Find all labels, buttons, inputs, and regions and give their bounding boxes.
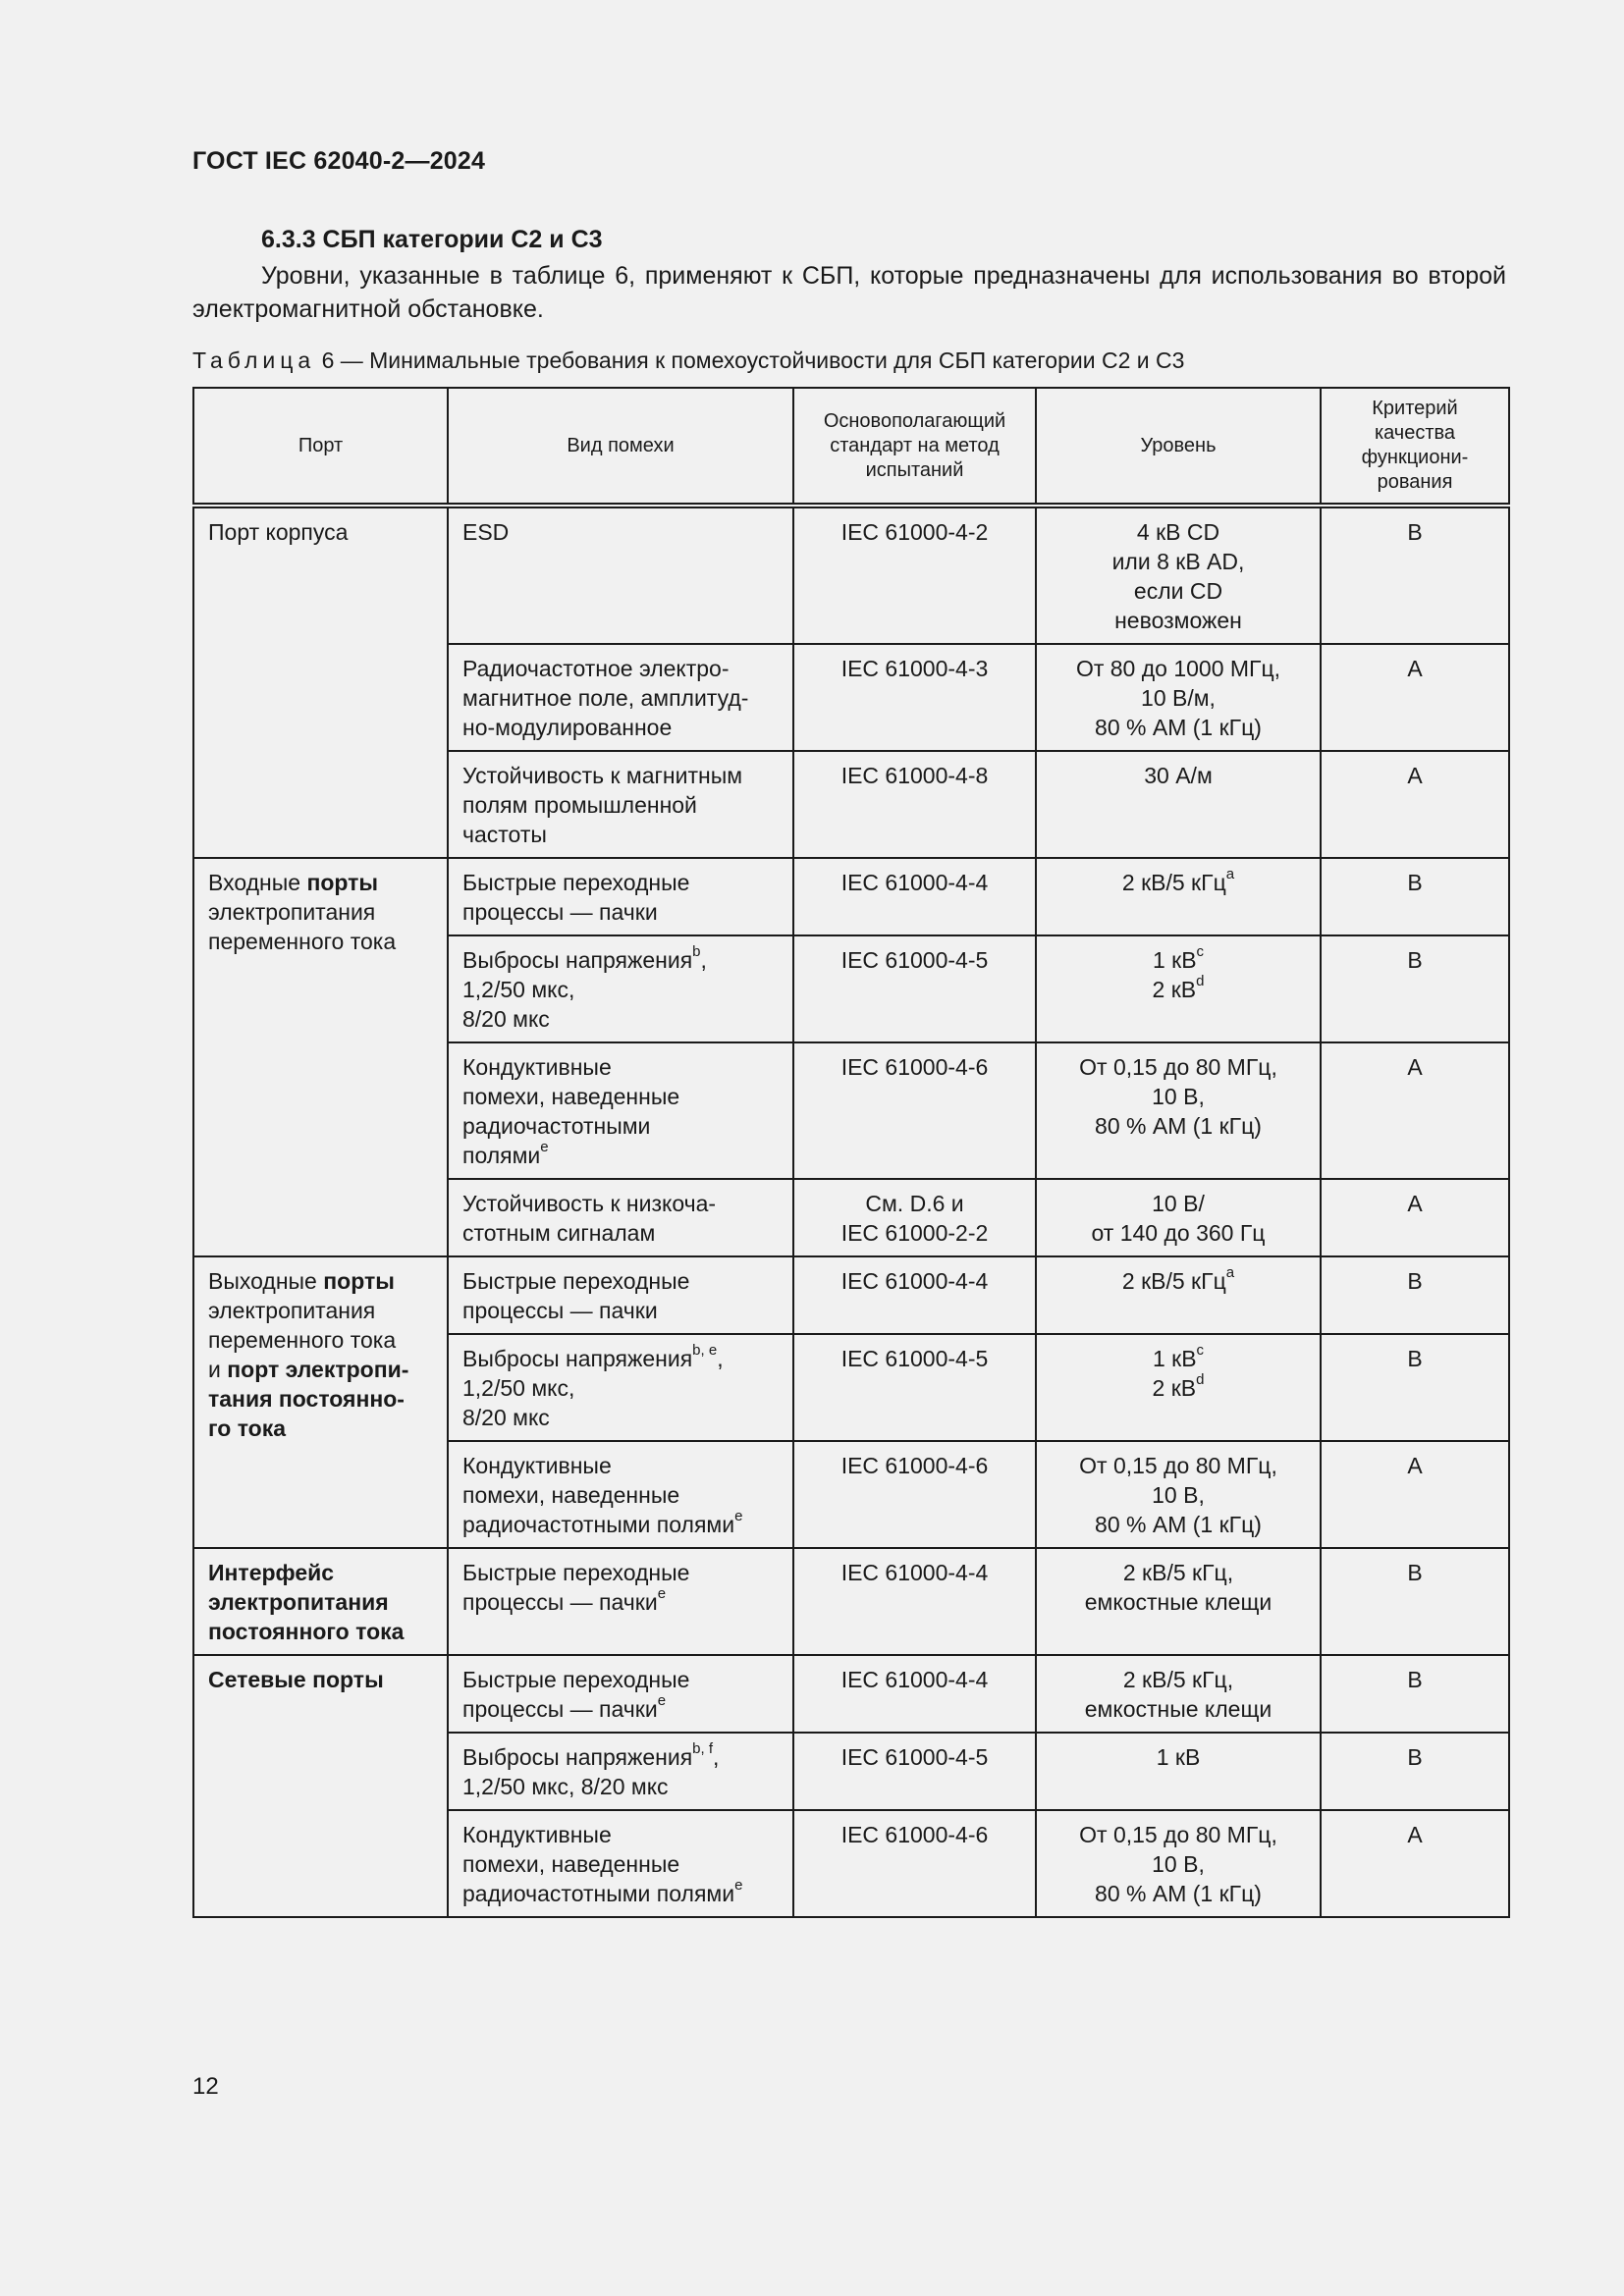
header-standard: Основополагающий стандарт на метод испытаний xyxy=(793,388,1036,506)
standard-cell: IEC 61000-4-5 xyxy=(793,935,1036,1042)
level-cell: 2 кВ/5 кГц, емкостные клещи xyxy=(1036,1548,1321,1655)
standard-cell: IEC 61000-4-5 xyxy=(793,1733,1036,1810)
phenomenon-text: Выбросы напряжения xyxy=(462,1744,693,1770)
port-text-bold: порты xyxy=(306,870,379,895)
table-caption-label: Таблица xyxy=(192,347,316,373)
level-cell: 10 В/ от 140 до 360 Гц xyxy=(1036,1179,1321,1256)
phenomenon-cell xyxy=(448,1655,793,1733)
standard-cell: IEC 61000-4-4 xyxy=(793,1256,1036,1334)
footnote-ref: e xyxy=(657,1692,667,1709)
footnote-ref: a xyxy=(1225,866,1235,882)
footnote-ref: b xyxy=(692,943,701,960)
level-text: 2 кВ xyxy=(1152,1375,1197,1401)
intro-paragraph: Уровни, указанные в таблице 6, применяют к СБП, которые предназначены для использования во второй электромагнитной обстановке. xyxy=(192,262,1506,323)
footnote-ref: e xyxy=(734,1877,743,1894)
phenomenon-text: Выбросы напряжения xyxy=(462,1346,693,1371)
phenomenon-text: , 1,2/50 мкс, 8/20 мкс xyxy=(462,1744,720,1799)
criterion-cell: B xyxy=(1321,858,1509,935)
table-row xyxy=(193,1256,1509,1334)
phenomenon-cell: Быстрые переходные процессы — пачки xyxy=(448,858,793,935)
criterion-cell: A xyxy=(1321,751,1509,858)
phenomenon-cell: Радиочастотное электро- магнитное поле, амплитуд- но-модулированное xyxy=(448,644,793,751)
level-cell: От 0,15 до 80 МГц, 10 В, 80 % АМ (1 кГц) xyxy=(1036,1441,1321,1548)
standard-cell: IEC 61000-4-5 xyxy=(793,1334,1036,1441)
port-cell-dc-interface: Интерфейс электропитания постоянного тока xyxy=(193,1548,448,1655)
document-id: ГОСТ IEC 62040-2—2024 xyxy=(192,147,486,175)
criterion-cell: B xyxy=(1321,1334,1509,1441)
port-text-bold: порты xyxy=(323,1268,395,1294)
standard-cell: IEC 61000-4-4 xyxy=(793,858,1036,935)
phenomenon-cell: Устойчивость к магнитным полям промышленной частоты xyxy=(448,751,793,858)
table-caption-text: 6 — Минимальные требования к помехоустойчивости для СБП категории С2 и С3 xyxy=(321,347,1185,373)
standard-cell: IEC 61000-4-3 xyxy=(793,644,1036,751)
footnote-ref: e xyxy=(734,1508,743,1524)
criterion-cell: B xyxy=(1321,1733,1509,1810)
port-cell-network: Сетевые порты xyxy=(193,1655,448,1917)
port-cell-output xyxy=(193,1256,448,1548)
footnote-ref: e xyxy=(657,1585,667,1602)
header-level: Уровень xyxy=(1036,388,1321,506)
standard-cell: IEC 61000-4-2 xyxy=(793,506,1036,644)
phenomenon-text: Кондуктивные помехи, наведенные радиочастотными полями xyxy=(462,1453,735,1537)
table-row xyxy=(193,1548,1509,1655)
table-header-row xyxy=(193,388,1509,506)
phenomenon-cell: Устойчивость к низкоча- стотным сигналам xyxy=(448,1179,793,1256)
level-cell: От 0,15 до 80 МГц, 10 В, 80 % АМ (1 кГц) xyxy=(1036,1810,1321,1917)
standard-cell: IEC 61000-4-8 xyxy=(793,751,1036,858)
level-cell: 30 А/м xyxy=(1036,751,1321,858)
footnote-ref: b, f xyxy=(692,1740,714,1757)
criterion-cell: A xyxy=(1321,1441,1509,1548)
phenomenon-text: Кондуктивные помехи, наведенные радиочастотными полями xyxy=(462,1054,680,1168)
level-cell xyxy=(1036,935,1321,1042)
level-cell: От 80 до 1000 МГц, 10 В/м, 80 % АМ (1 кГц) xyxy=(1036,644,1321,751)
level-cell: 1 кВ xyxy=(1036,1733,1321,1810)
phenomenon-cell xyxy=(448,1441,793,1548)
level-text: 2 кВ xyxy=(1152,977,1197,1002)
table-row xyxy=(193,506,1509,644)
level-text: 2 кВ/5 кГц xyxy=(1121,1268,1226,1294)
header-phenomenon: Вид помехи xyxy=(448,388,793,506)
immunity-requirements-table xyxy=(192,387,1510,1918)
page-number: 12 xyxy=(192,2073,219,2100)
level-text: 1 кВ xyxy=(1152,947,1197,973)
level-cell xyxy=(1036,858,1321,935)
criterion-cell: A xyxy=(1321,1810,1509,1917)
phenomenon-cell xyxy=(448,1042,793,1179)
level-cell xyxy=(1036,1334,1321,1441)
immunity-table-wrapper xyxy=(192,387,1508,1918)
phenomenon-text: Быстрые переходные процессы — пачки xyxy=(462,1560,690,1615)
phenomenon-cell xyxy=(448,1810,793,1917)
port-cell-ac-input xyxy=(193,858,448,1256)
phenomenon-cell xyxy=(448,1733,793,1810)
port-cell-enclosure: Порт корпуса xyxy=(193,506,448,858)
standard-cell: См. D.6 и IEC 61000-2-2 xyxy=(793,1179,1036,1256)
criterion-cell: B xyxy=(1321,506,1509,644)
port-text: Выходные xyxy=(208,1268,324,1294)
port-text: электропитания переменного тока xyxy=(208,899,397,954)
phenomenon-cell xyxy=(448,1334,793,1441)
standard-cell: IEC 61000-4-4 xyxy=(793,1548,1036,1655)
port-text-bold: порт электропи- тания постоянно- го тока xyxy=(208,1357,409,1441)
footnote-ref: d xyxy=(1196,1371,1205,1388)
phenomenon-text: Быстрые переходные процессы — пачки xyxy=(462,1667,690,1722)
criterion-cell: A xyxy=(1321,644,1509,751)
criterion-cell: B xyxy=(1321,1655,1509,1733)
footnote-ref: c xyxy=(1196,1342,1205,1359)
phenomenon-cell: Быстрые переходные процессы — пачки xyxy=(448,1256,793,1334)
phenomenon-cell xyxy=(448,1548,793,1655)
port-text: Входные xyxy=(208,870,307,895)
phenomenon-text: , 1,2/50 мкс, 8/20 мкс xyxy=(462,1346,724,1430)
criterion-cell: B xyxy=(1321,1256,1509,1334)
level-cell xyxy=(1036,1256,1321,1334)
table-caption xyxy=(192,347,1184,374)
footnote-ref: b, e xyxy=(692,1342,718,1359)
phenomenon-text: , 1,2/50 мкс, 8/20 мкс xyxy=(462,947,707,1032)
header-port: Порт xyxy=(193,388,448,506)
header-criterion: Критерий качества функциони-рования xyxy=(1321,388,1509,506)
level-cell: 2 кВ/5 кГц, емкостные клещи xyxy=(1036,1655,1321,1733)
footnote-ref: a xyxy=(1225,1264,1235,1281)
criterion-cell: B xyxy=(1321,1548,1509,1655)
level-text: 1 кВ xyxy=(1152,1346,1197,1371)
standard-cell: IEC 61000-4-6 xyxy=(793,1441,1036,1548)
phenomenon-cell xyxy=(448,935,793,1042)
table-row xyxy=(193,858,1509,935)
table-row xyxy=(193,1655,1509,1733)
port-text: электропитания переменного тока и xyxy=(208,1298,397,1382)
phenomenon-text: Выбросы напряжения xyxy=(462,947,693,973)
criterion-cell: B xyxy=(1321,935,1509,1042)
footnote-ref: e xyxy=(540,1139,549,1155)
footnote-ref: c xyxy=(1196,943,1205,960)
criterion-cell: A xyxy=(1321,1042,1509,1179)
level-cell: 4 кВ CD или 8 кВ AD, если CD невозможен xyxy=(1036,506,1321,644)
standard-cell: IEC 61000-4-6 xyxy=(793,1042,1036,1179)
phenomenon-text: Кондуктивные помехи, наведенные радиочастотными полями xyxy=(462,1822,735,1906)
standard-cell: IEC 61000-4-6 xyxy=(793,1810,1036,1917)
section-heading: 6.3.3 СБП категории С2 и С3 xyxy=(261,226,603,253)
phenomenon-cell: ESD xyxy=(448,506,793,644)
level-cell: От 0,15 до 80 МГц, 10 В, 80 % АМ (1 кГц) xyxy=(1036,1042,1321,1179)
criterion-cell: A xyxy=(1321,1179,1509,1256)
level-text: 2 кВ/5 кГц xyxy=(1121,870,1226,895)
standard-cell: IEC 61000-4-4 xyxy=(793,1655,1036,1733)
footnote-ref: d xyxy=(1196,973,1205,989)
